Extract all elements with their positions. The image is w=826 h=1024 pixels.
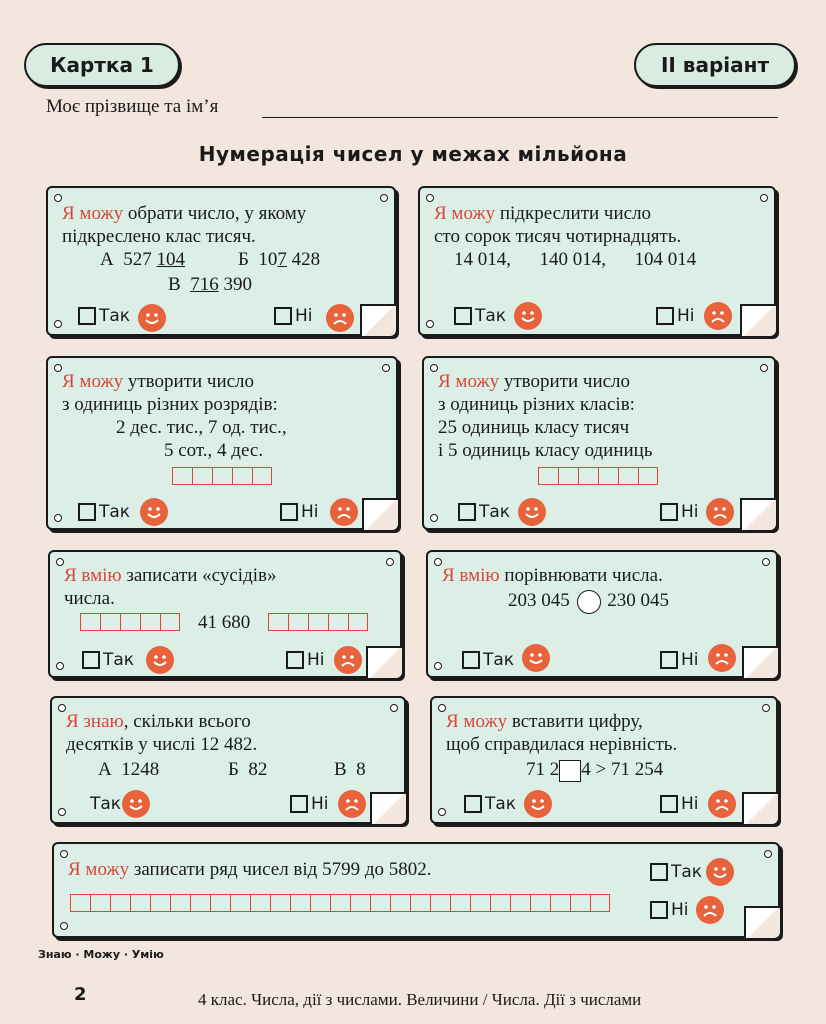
happy-face-icon	[140, 498, 168, 526]
answer-cells[interactable]	[172, 467, 272, 485]
task-text: щоб справдилася нерівність.	[446, 734, 678, 755]
happy-face-icon	[706, 858, 734, 886]
sad-face-icon	[708, 790, 736, 818]
next-neighbor-cells[interactable]	[268, 613, 368, 631]
sad-face-icon	[330, 498, 358, 526]
task-card-4	[422, 356, 776, 530]
happy-face-icon	[522, 644, 550, 672]
option-v[interactable]: В 716 390	[168, 274, 252, 295]
happy-face-icon	[518, 498, 546, 526]
yes-checkbox[interactable]: Так	[650, 862, 702, 882]
given-number: 41 680	[198, 612, 251, 633]
sad-face-icon	[326, 304, 354, 332]
sad-face-icon	[696, 896, 724, 924]
prev-neighbor-cells[interactable]	[80, 613, 180, 631]
comparison: 203 045 230 045	[508, 589, 669, 614]
option-a[interactable]: А 527 104	[100, 249, 185, 270]
happy-face-icon	[122, 790, 150, 818]
option-b[interactable]: Б 107 428	[238, 249, 321, 270]
card-number-badge: Картка 1	[24, 43, 180, 87]
no-checkbox[interactable]: Ні	[280, 502, 319, 522]
comparison-circle[interactable]	[577, 590, 601, 614]
task-card-6	[426, 550, 778, 678]
yes-checkbox[interactable]: Так	[82, 650, 134, 670]
no-checkbox[interactable]: Ні	[650, 900, 689, 920]
happy-face-icon	[146, 646, 174, 674]
task-text: 2 дес. тис., 7 од. тис.,	[116, 417, 287, 438]
sad-face-icon	[708, 644, 736, 672]
series-logo-text: Знаю · Можу · Умію	[38, 948, 164, 961]
task-text: числа.	[64, 588, 115, 609]
option-b[interactable]: Б 82	[228, 759, 268, 780]
inequality: 71 2 4 > 71 254	[526, 759, 664, 780]
yes-checkbox[interactable]: Так	[458, 502, 510, 522]
task-text: Я можу підкреслити число	[434, 203, 652, 224]
sad-face-icon	[338, 790, 366, 818]
task-text: Я можу обрати число, у якому	[62, 203, 307, 224]
yes-checkbox[interactable]: Так	[464, 794, 516, 814]
task-card-3	[46, 356, 398, 530]
task-text: 5 сот., 4 дес.	[164, 440, 264, 461]
task-text: з одиниць різних розрядів:	[62, 394, 278, 415]
task-card-7	[50, 696, 406, 824]
task-text: Я можу утворити число	[438, 371, 631, 392]
number-series-cells[interactable]	[70, 894, 610, 912]
page-title: Нумерація чисел у межах мільйона	[198, 142, 628, 166]
number-options[interactable]: 14 014, 140 014, 104 014	[454, 249, 697, 270]
name-label: Моє прізвище та ім’я	[46, 96, 219, 117]
task-text: Я вмію порівнювати числа.	[442, 565, 663, 586]
no-checkbox[interactable]: Ні	[274, 306, 313, 326]
option-a[interactable]: А 1248	[98, 759, 160, 780]
digit-box[interactable]	[559, 760, 581, 782]
task-text: Я можу вставити цифру,	[446, 711, 643, 732]
variant-badge: ІІ варіант	[634, 43, 796, 87]
task-text: 25 одиниць класу тисяч	[438, 417, 630, 438]
task-card-2	[418, 186, 776, 336]
happy-face-icon	[514, 302, 542, 330]
happy-face-icon	[138, 304, 166, 332]
happy-face-icon	[524, 790, 552, 818]
footer-text: 4 клас. Числа, дії з числами. Величини / Числа. Дії з числами	[198, 990, 642, 1009]
task-text: Я вмію записати «сусідів»	[64, 565, 277, 586]
no-checkbox[interactable]: Ні	[660, 650, 699, 670]
task-text: підкреслено клас тисяч.	[62, 226, 256, 247]
option-v[interactable]: В 8	[334, 759, 366, 780]
task-text: Я знаю, скільки всього	[66, 711, 251, 732]
no-checkbox[interactable]: Ні	[660, 502, 699, 522]
no-checkbox[interactable]: Ні	[660, 794, 699, 814]
task-text: і 5 одиниць класу одиниць	[438, 440, 653, 461]
task-card-1	[46, 186, 396, 336]
no-checkbox[interactable]: Ні	[290, 794, 329, 814]
task-text: Я можу утворити число	[62, 371, 255, 392]
task-text: сто сорок тисяч чотирнадцять.	[434, 226, 682, 247]
no-checkbox[interactable]: Ні	[286, 650, 325, 670]
task-card-8	[430, 696, 778, 824]
page-number: 2	[74, 984, 87, 1005]
task-card-9	[52, 842, 780, 938]
yes-checkbox[interactable]: Так	[454, 306, 506, 326]
task-text: десятків у числі 12 482.	[66, 734, 258, 755]
task-text: з одиниць різних класів:	[438, 394, 635, 415]
yes-checkbox[interactable]: Так	[78, 306, 130, 326]
yes-checkbox[interactable]: Так	[462, 650, 514, 670]
task-card-5	[48, 550, 402, 678]
yes-checkbox[interactable]: Так	[78, 502, 130, 522]
task-text: Я можу записати ряд чисел від 5799 до 5802.	[68, 859, 432, 880]
no-checkbox[interactable]: Ні	[656, 306, 695, 326]
sad-face-icon	[334, 646, 362, 674]
sad-face-icon	[706, 498, 734, 526]
name-input-line[interactable]	[262, 117, 778, 118]
yes-checkbox[interactable]: Так	[90, 794, 122, 814]
sad-face-icon	[704, 302, 732, 330]
answer-cells[interactable]	[538, 467, 658, 485]
